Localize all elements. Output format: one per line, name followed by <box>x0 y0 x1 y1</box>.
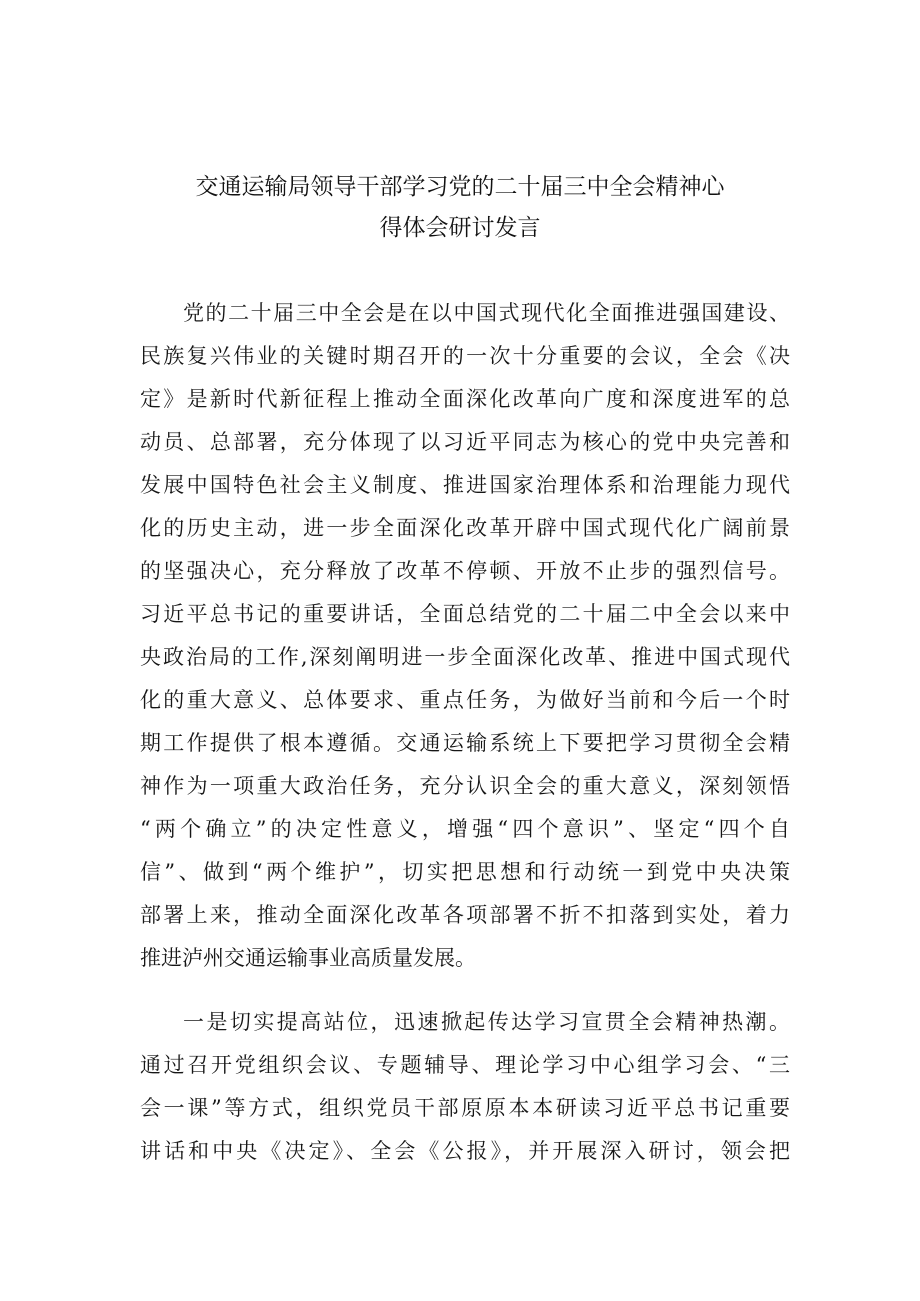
paragraph-line: 发展中国特色社会主义制度、推进国家治理体系和治理能力现代 <box>140 473 790 497</box>
paragraph-line: 党的二十届三中全会是在以中国式现代化全面推进强国建设、 <box>183 301 790 325</box>
paragraph-line: 通过召开党组织会议、专题辅导、理论学习中心组学习会、“三 <box>140 1053 790 1077</box>
paragraph-line: 部署上来，推动全面深化改革各项部署不折不扣落到实处，着力 <box>140 903 790 927</box>
paragraph-line: 习近平总书记的重要讲话，全面总结党的二十届二中全会以来中 <box>140 602 790 626</box>
paragraph-line: 民族复兴伟业的关键时期召开的一次十分重要的会议，全会《决 <box>140 344 790 368</box>
paragraph-line: 期工作提供了根本遵循。交通运输系统上下要把学习贯彻全会精 <box>140 731 790 755</box>
paragraph-line: 一是切实提高站位，迅速掀起传达学习宣贯全会精神热潮。 <box>183 1010 790 1034</box>
paragraph-line: 会一课”等方式，组织党员干部原原本本研读习近平总书记重要 <box>140 1096 790 1120</box>
paragraph-line: 央政治局的工作,深刻阐明进一步全面深化改革、推进中国式现代 <box>140 645 790 669</box>
paragraph-line: 化的历史主动，进一步全面深化改革开辟中国式现代化广阔前景 <box>140 516 790 540</box>
paragraph-line: 的坚强决心，充分释放了改革不停顿、开放不止步的强烈信号。 <box>140 559 790 583</box>
paragraph-line: “两个确立”的决定性意义，增强“四个意识”、坚定“四个自 <box>140 817 790 841</box>
document-title-line-1: 交通运输局领导干部学习党的二十届三中全会精神心 <box>195 174 725 200</box>
paragraph-line: 化的重大意义、总体要求、重点任务，为做好当前和今后一个时 <box>140 688 790 712</box>
paragraph-line: 推进泸州交通运输事业高质量发展。 <box>140 946 476 970</box>
paragraph-line: 定》是新时代新征程上推动全面深化改革向广度和深度进军的总 <box>140 387 790 411</box>
paragraph-line: 神作为一项重大政治任务，充分认识全会的重大意义，深刻领悟 <box>140 774 790 798</box>
paragraph-line: 讲话和中央《决定》、全会《公报》，并开展深入研讨，领会把 <box>140 1139 790 1163</box>
document-title-line-2: 得体会研讨发言 <box>379 215 541 241</box>
paragraph-line: 动员、总部署，充分体现了以习近平同志为核心的党中央完善和 <box>140 430 790 454</box>
paragraph-line: 信”、做到“两个维护”，切实把思想和行动统一到党中央决策 <box>140 860 790 884</box>
